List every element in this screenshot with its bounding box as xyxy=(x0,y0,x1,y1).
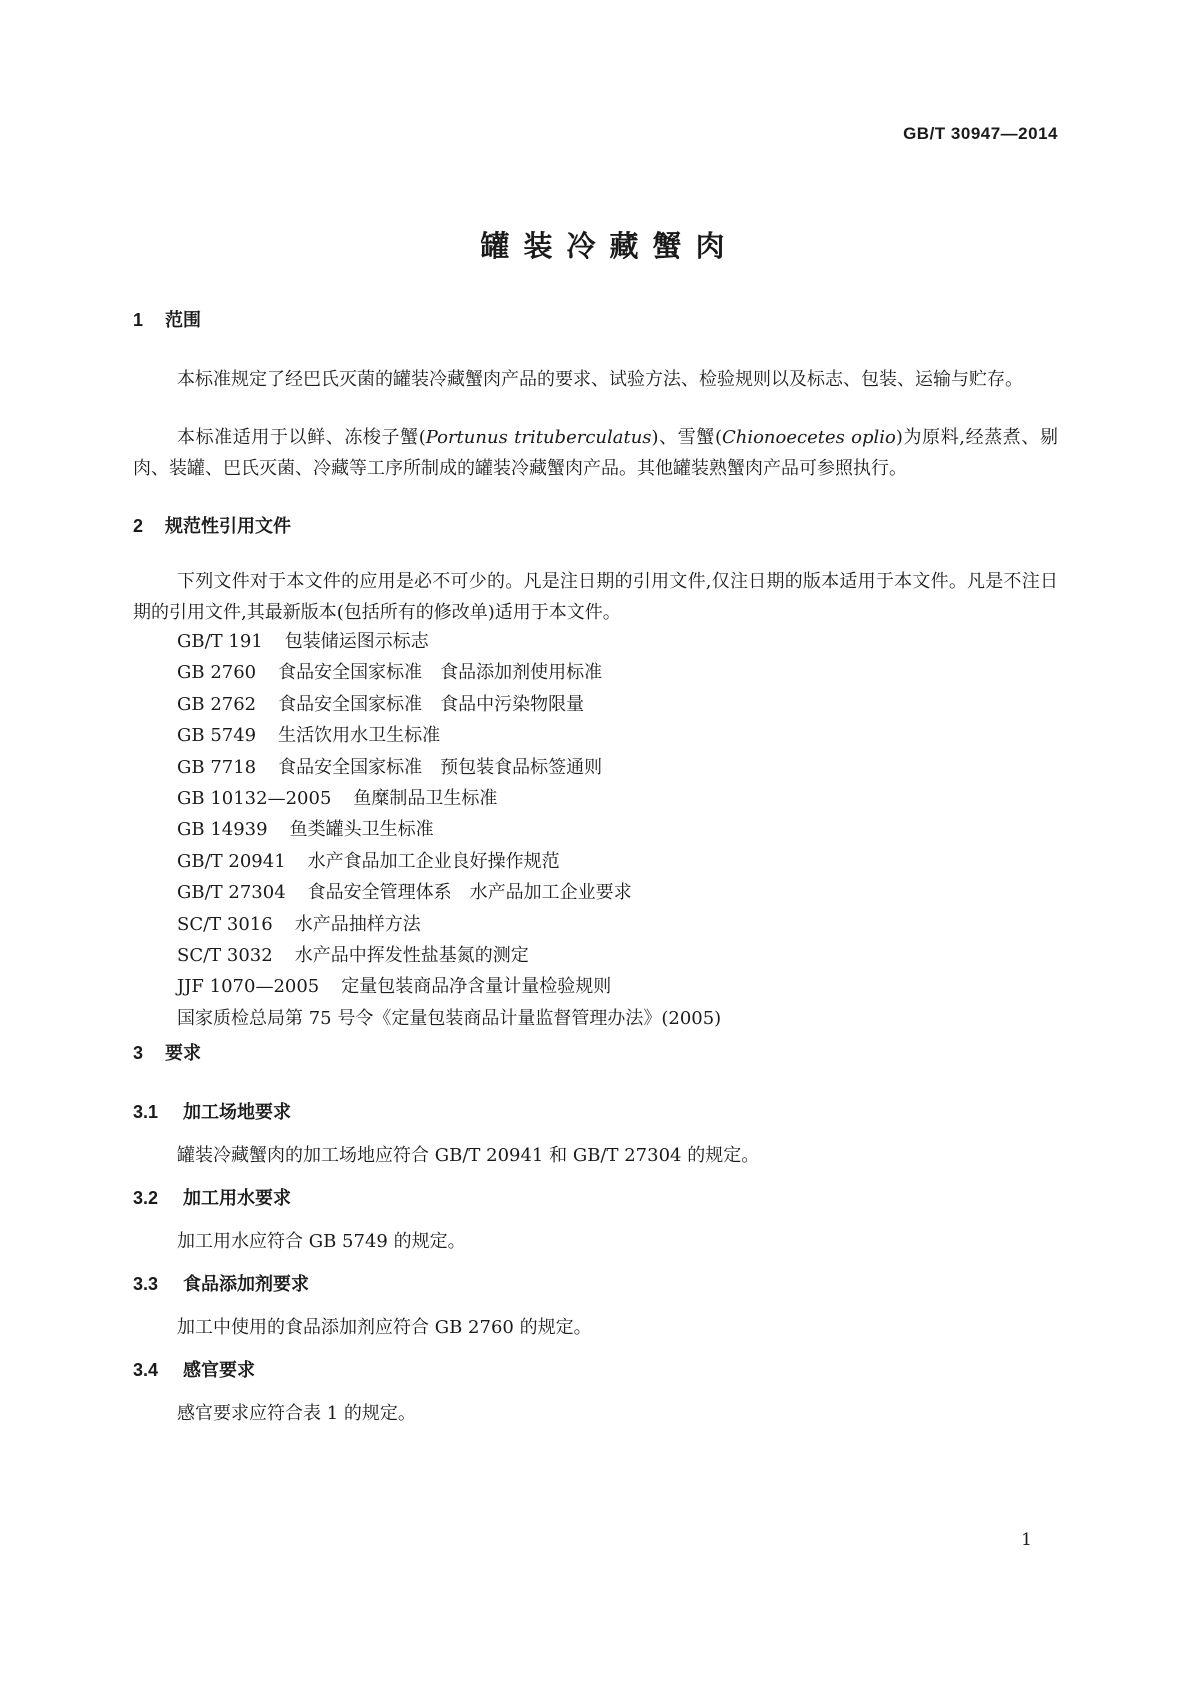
species-name-portunus: Portunus trituberculatus xyxy=(425,427,652,448)
reference-title: 鱼类罐头卫生标准 xyxy=(289,819,434,841)
section-number: 1 xyxy=(133,310,144,330)
reference-item xyxy=(177,846,721,877)
reference-code: JJF 1070—2005 xyxy=(177,976,320,998)
reference-item xyxy=(177,657,721,688)
section-number: 3 xyxy=(133,1043,144,1063)
paragraph-text: )、雪蟹( xyxy=(651,427,722,448)
paragraph-text: 本标准适用于以鲜、冻梭子蟹( xyxy=(177,427,426,448)
section-title: 规范性引用文件 xyxy=(165,516,291,536)
standard-code: GB/T 30947—2014 xyxy=(903,124,1058,143)
page-number: 1 xyxy=(1021,1530,1032,1550)
subsection-title: 加工用水要求 xyxy=(183,1188,291,1208)
reference-code: SC/T 3032 xyxy=(177,944,273,966)
reference-item xyxy=(177,971,721,1002)
reference-title: 水产品抽样方法 xyxy=(294,913,421,935)
reference-code: GB/T 27304 xyxy=(177,882,286,904)
subsection-3-3-text: 加工中使用的食品添加剂应符合 GB 2760 的规定。 xyxy=(177,1317,592,1338)
reference-item xyxy=(177,783,721,814)
section-title: 范围 xyxy=(165,310,201,330)
reference-title: 定量包装商品净含量计量检验规则 xyxy=(341,976,612,998)
reference-title: 食品安全国家标准 预包装食品标签通则 xyxy=(278,756,603,778)
subsection-3-2-text: 加工用水应符合 GB 5749 的规定。 xyxy=(177,1231,466,1252)
reference-title: 食品安全国家标准 食品添加剂使用标准 xyxy=(278,662,603,684)
subsection-3-2-heading xyxy=(133,1184,291,1210)
reference-item xyxy=(177,877,721,908)
reference-code: GB 14939 xyxy=(177,819,268,841)
reference-title: 水产食品加工企业良好操作规范 xyxy=(307,850,560,872)
subsection-title: 加工场地要求 xyxy=(183,1102,291,1122)
reference-title: 生活饮用水卫生标准 xyxy=(278,725,441,747)
reference-code: GB 10132—2005 xyxy=(177,787,332,809)
reference-item xyxy=(177,1003,721,1034)
reference-title: 鱼糜制品卫生标准 xyxy=(353,787,498,809)
subsection-number: 3.4 xyxy=(133,1360,159,1380)
reference-title: 包装储运图示标志 xyxy=(284,631,429,652)
section-1-paragraph-2 xyxy=(133,422,1058,484)
section-2-heading xyxy=(133,512,291,538)
reference-item xyxy=(177,752,721,783)
section-title: 要求 xyxy=(165,1043,201,1063)
reference-code: GB/T 191 xyxy=(177,631,263,652)
subsection-number: 3.3 xyxy=(133,1274,159,1294)
subsection-number: 3.1 xyxy=(133,1102,159,1122)
subsection-title: 食品添加剂要求 xyxy=(183,1274,309,1294)
section-3-heading xyxy=(133,1039,201,1065)
subsection-3-1-text: 罐装冷藏蟹肉的加工场地应符合 GB/T 20941 和 GB/T 27304 的规定。 xyxy=(177,1145,760,1166)
species-name-chionoecetes: Chionoecetes oplio xyxy=(721,427,896,448)
reference-title: 食品安全国家标准 食品中污染物限量 xyxy=(278,693,585,715)
reference-item xyxy=(177,720,721,751)
reference-code: SC/T 3016 xyxy=(177,913,273,935)
reference-code: GB 7718 xyxy=(177,756,257,778)
reference-list xyxy=(177,626,721,1034)
document-title: 罐装冷藏蟹肉 xyxy=(480,229,739,263)
reference-title: 食品安全管理体系 水产品加工企业要求 xyxy=(307,882,632,904)
reference-code: GB 2762 xyxy=(177,693,257,715)
section-1-paragraph-1: 本标准规定了经巴氏灭菌的罐装冷藏蟹肉产品的要求、试验方法、检验规则以及标志、包装、运输与贮存。 xyxy=(177,369,1023,390)
subsection-3-4-heading xyxy=(133,1356,255,1382)
subsection-3-3-heading xyxy=(133,1270,309,1296)
subsection-number: 3.2 xyxy=(133,1188,159,1208)
section-2-intro: 下列文件对于本文件的应用是必不可少的。凡是注日期的引用文件,仅注日期的版本适用于本文件。凡是不注日期的引用文件,其最新版本(包括所有的修改单)适用于本文件。 xyxy=(133,571,1058,623)
reference-code: GB 5749 xyxy=(177,725,257,747)
reference-code: GB/T 20941 xyxy=(177,850,286,872)
subsection-3-4-text: 感官要求应符合表 1 的规定。 xyxy=(177,1403,416,1424)
reference-item xyxy=(177,940,721,971)
section-1-heading xyxy=(133,306,201,332)
reference-item xyxy=(177,909,721,940)
paragraph-text: )为原料,经蒸煮、剔肉、装罐、巴氏灭菌、冷藏等工序所制成的罐装冷藏蟹肉产品。其他罐装熟蟹肉产品可参照执行。 xyxy=(133,427,1058,479)
subsection-3-1-heading xyxy=(133,1098,291,1124)
reference-title: 国家质检总局第 75 号令《定量包装商品计量监督管理办法》(2005) xyxy=(177,1007,722,1029)
reference-item xyxy=(177,626,721,657)
section-number: 2 xyxy=(133,516,144,536)
reference-item xyxy=(177,814,721,845)
reference-code: GB 2760 xyxy=(177,662,257,684)
subsection-title: 感官要求 xyxy=(183,1360,255,1380)
reference-item xyxy=(177,689,721,720)
reference-title: 水产品中挥发性盐基氮的测定 xyxy=(294,944,529,966)
